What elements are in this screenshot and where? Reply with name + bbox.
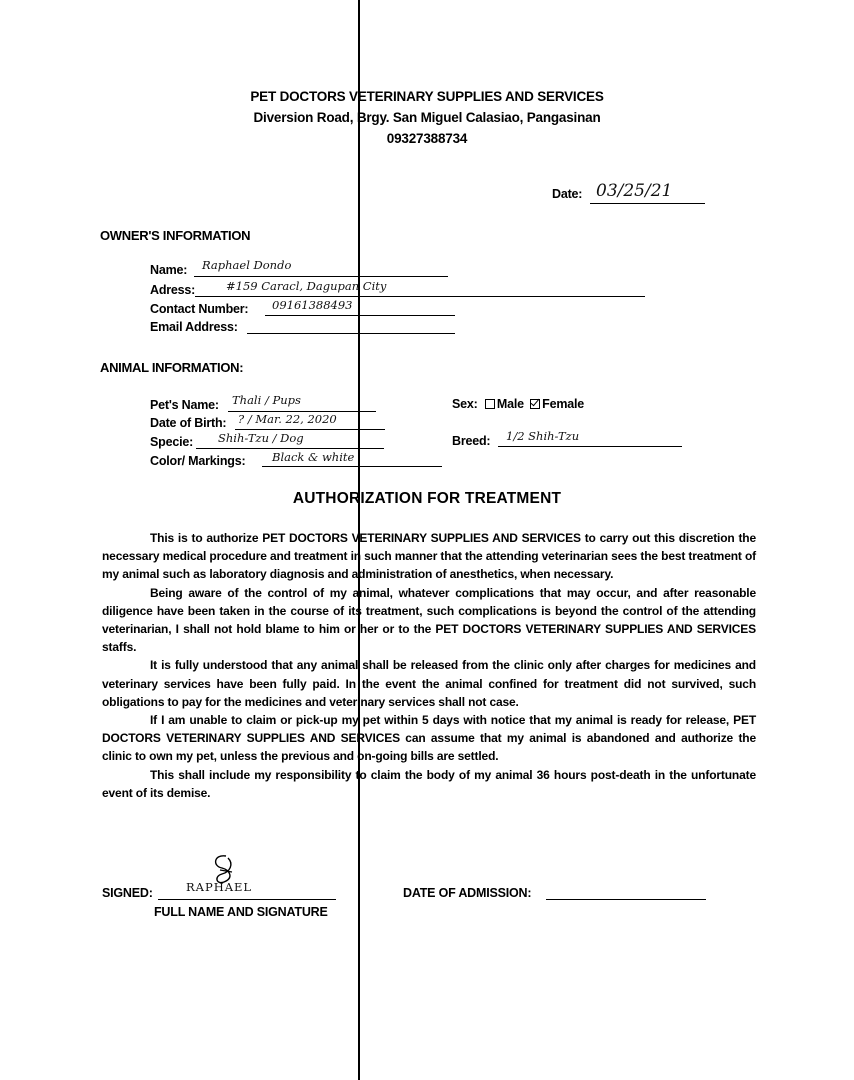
owner-address-label: Adress: xyxy=(150,283,196,297)
authorization-title: AUTHORIZATION FOR TREATMENT xyxy=(292,490,562,507)
sex-label: Sex: xyxy=(452,397,478,411)
specie-line xyxy=(196,448,384,449)
male-option-label: Male xyxy=(496,397,524,411)
owner-contact-label: Contact Number: xyxy=(150,302,249,316)
specie-value[interactable]: Shih-Tzu / Dog xyxy=(218,431,304,445)
female-option-label: Female xyxy=(542,397,585,411)
admission-date-label: DATE OF ADMISSION: xyxy=(403,886,532,900)
signed-label: SIGNED: xyxy=(102,886,153,900)
pet-name-label: Pet's Name: xyxy=(150,398,219,412)
owner-email-line xyxy=(247,333,455,334)
sex-field xyxy=(452,397,584,411)
breed-value[interactable]: 1/2 Shih-Tzu xyxy=(506,429,580,443)
female-checkbox[interactable] xyxy=(530,399,540,409)
clinic-phone: 09327388734 xyxy=(386,131,468,146)
owner-contact-value[interactable]: 09161388493 xyxy=(272,298,353,312)
signature-caption: FULL NAME AND SIGNATURE xyxy=(154,905,328,919)
clinic-name: PET DOCTORS VETERINARY SUPPLIES AND SERVICES xyxy=(250,89,604,104)
date-label: Date: xyxy=(552,187,583,201)
color-line xyxy=(262,466,442,467)
authorization-paragraph-4: If I am unable to claim or pick-up my pet within 5 days with notice that my animal is ready for release, PET DOCTORS VETERINARY SUPPLIES AND SERVICES can assume that my animal is abandoned and authorize the clinic to own my pet, unless the previous and on-going bills are settled. xyxy=(102,713,756,764)
owner-name-value[interactable]: Raphael Dondo xyxy=(202,258,292,272)
specie-label: Specie: xyxy=(150,435,194,449)
male-checkbox[interactable] xyxy=(485,399,495,409)
dob-value[interactable]: ? / Mar. 22, 2020 xyxy=(238,412,337,426)
breed-label: Breed: xyxy=(452,434,491,448)
admission-date-line xyxy=(546,899,706,900)
authorization-paragraph-1: This is to authorize PET DOCTORS VETERINARY SUPPLIES AND SERVICES to carry out this discretion the necessary medical procedure and treatment in such manner that the attending veterinarian sees the best treatment of my animal such as laboratory diagnosis and administration of anesthetics, when necessary. xyxy=(102,531,756,582)
authorization-paragraph-2: Being aware of the control of my animal, whatever complications that may occur, and after reasonable diligence have been taken in the course of its treatment, such complications is beyond the control of the attending veterinarian, I shall not hold blame to him or her or to the PET DOCTORS VETERINARY SUPPLIES AND SERVICES staffs. xyxy=(102,585,756,655)
date-value[interactable]: 03/25/21 xyxy=(596,181,673,201)
owner-email-label: Email Address: xyxy=(150,320,238,334)
dob-line xyxy=(235,429,385,430)
clinic-address: Diversion Road, Brgy. San Miguel Calasiao, Pangasinan xyxy=(253,110,601,125)
breed-line xyxy=(498,446,682,447)
owner-address-value[interactable]: #159 Caracl, Dagupan City xyxy=(226,279,387,293)
authorization-paragraph-5: This shall include my responsibility to claim the body of my animal 36 hours post-death in the unfortunate event of its demise. xyxy=(102,767,756,800)
owner-section-title: OWNER'S INFORMATION xyxy=(100,228,251,243)
owner-address-line xyxy=(195,296,645,297)
authorization-body xyxy=(102,529,756,802)
authorization-paragraph-3: It is fully understood that any animal shall be released from the clinic only after charges for medicines and veterinary services have been fully paid. In the event the animal confined for treatment did not survived, such obligations to pay for the medicines and veterinary services shall not case. xyxy=(102,658,756,709)
animal-section-title: ANIMAL INFORMATION: xyxy=(100,360,244,375)
owner-name-line xyxy=(194,276,448,277)
color-value[interactable]: Black & white xyxy=(272,450,355,464)
signature-line xyxy=(158,899,336,900)
dob-label: Date of Birth: xyxy=(150,416,227,430)
pet-name-value[interactable]: Thali / Pups xyxy=(232,393,301,407)
owner-name-label: Name: xyxy=(150,263,188,277)
date-underline xyxy=(590,203,705,204)
signed-name[interactable]: RAPHAEL xyxy=(186,880,253,894)
color-label: Color/ Markings: xyxy=(150,454,246,468)
owner-contact-line xyxy=(265,315,455,316)
